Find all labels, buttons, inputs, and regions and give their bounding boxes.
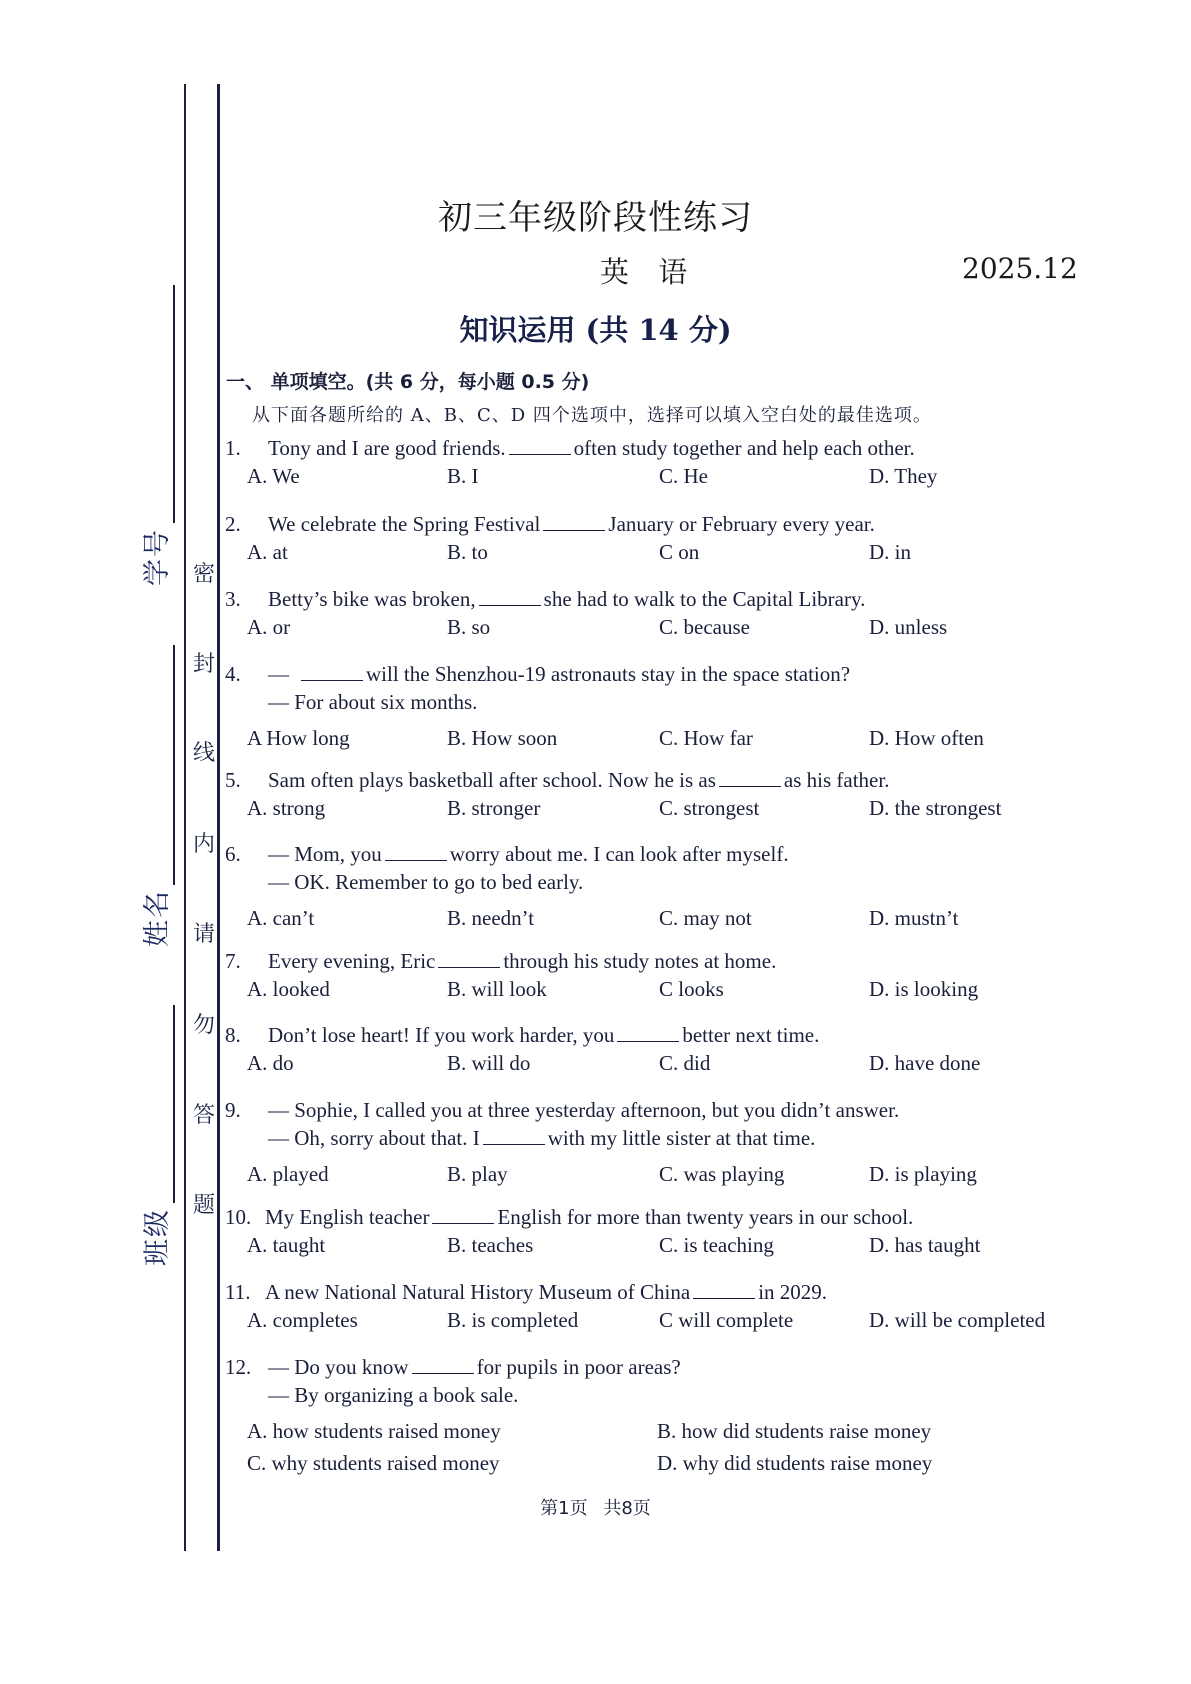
seal-char: 请 [192, 922, 215, 947]
question-text: through his study notes at home. [503, 949, 777, 973]
question-number: 9. [225, 1098, 241, 1122]
question-text: better next time. [682, 1023, 820, 1047]
question-number: 7. [225, 949, 241, 973]
option-a: A. can’t [247, 906, 315, 930]
option-b: B. How soon [447, 726, 558, 750]
option-c: C. why students raised money [247, 1451, 500, 1475]
question-text: often study together and help each other. [573, 436, 915, 460]
page-number: 第1页 共8页 [540, 1498, 651, 1519]
option-d: D. They [869, 464, 938, 488]
question-8 [225, 1021, 1105, 1077]
option-c: C. How far [659, 726, 753, 750]
option-a: A. how students raised money [247, 1419, 501, 1443]
name-underline [173, 645, 175, 885]
question-number: 10. [225, 1205, 252, 1229]
exam-date: 2025.12 [962, 252, 1078, 285]
option-b: B. how did students raise money [657, 1419, 932, 1443]
seal-char: 封 [192, 652, 215, 677]
seal-char: 答 [192, 1103, 215, 1128]
option-a: A How long [247, 726, 350, 750]
option-a: A. do [247, 1051, 294, 1075]
question-text: she had to walk to the Capital Library. [543, 587, 866, 611]
question-text: will the Shenzhou-19 astronauts stay in the space station? [366, 662, 851, 686]
answer-blank [385, 842, 447, 861]
option-d: D. has taught [869, 1233, 981, 1257]
option-a: A. looked [247, 977, 330, 1001]
option-b: B. play [447, 1162, 508, 1186]
question-number: 2. [225, 512, 241, 536]
question-text: English for more than twenty years in our school. [497, 1205, 914, 1229]
dialogue-reply: — Oh, sorry about that. I [268, 1126, 480, 1150]
option-d: D. unless [869, 615, 948, 639]
question-text: Every evening, Eric [268, 949, 436, 973]
question-number: 8. [225, 1023, 241, 1047]
question-text: A new National Natural History Museum of China [265, 1280, 691, 1304]
question-text: My English teacher [265, 1205, 430, 1229]
answer-blank [479, 587, 541, 606]
answer-blank [438, 949, 500, 968]
answer-blank [301, 662, 363, 681]
question-10 [225, 1203, 1105, 1259]
question-text: Tony and I are good friends. [268, 436, 506, 460]
question-number: 12. [225, 1355, 252, 1379]
option-a: A. We [247, 464, 300, 488]
question-text: in 2029. [758, 1280, 828, 1304]
dialogue-dash: — [268, 662, 289, 686]
question-text: Sam often plays basketball after school. Now he is as [268, 768, 716, 792]
question-6 [225, 840, 1105, 932]
option-a: A. taught [247, 1233, 326, 1257]
class-label: 班级 [142, 1208, 173, 1266]
option-d: D. the strongest [869, 796, 1002, 820]
option-a: A. at [247, 540, 288, 564]
dialogue-reply: — For about six months. [268, 690, 478, 714]
dialogue-reply: with my little sister at that time. [547, 1126, 816, 1150]
option-d: D. in [869, 540, 911, 564]
option-d: D. will be completed [869, 1308, 1046, 1332]
answer-blank [432, 1205, 494, 1224]
answer-blank [543, 512, 605, 531]
option-b: B. will do [447, 1051, 531, 1075]
option-a: A. or [247, 615, 291, 639]
answer-blank [617, 1023, 679, 1042]
question-9 [225, 1096, 1105, 1188]
exam-title: 初三年级阶段性练习 [438, 198, 753, 238]
question-7 [225, 947, 1105, 1003]
question-text: January or February every year. [608, 512, 875, 536]
question-number: 6. [225, 842, 241, 866]
seal-char: 勿 [192, 1013, 215, 1038]
option-d: D. have done [869, 1051, 981, 1075]
question-2 [225, 510, 1105, 566]
student-id-label: 学号 [142, 528, 173, 586]
question-text: as his father. [783, 768, 890, 792]
question-text: — Sophie, I called you at three yesterday afternoon, but you didn’t answer. [268, 1098, 900, 1122]
option-a: A. strong [247, 796, 326, 820]
option-b: B. needn’t [447, 906, 535, 930]
option-d: D. why did students raise money [657, 1451, 933, 1475]
option-c: C. did [659, 1051, 711, 1075]
option-c: C. He [659, 464, 708, 488]
answer-blank [412, 1355, 474, 1374]
option-b: B. so [447, 615, 491, 639]
question-number: 4. [225, 662, 241, 686]
subject-label: 英 语 [600, 255, 698, 289]
question-5 [225, 766, 1105, 822]
question-number: 11. [225, 1280, 251, 1304]
question-11 [225, 1278, 1105, 1334]
option-c: C. was playing [659, 1162, 785, 1186]
answer-blank [483, 1126, 545, 1145]
seal-char: 密 [192, 562, 215, 587]
question-number: 3. [225, 587, 241, 611]
option-a: A. played [247, 1162, 329, 1186]
option-c: C. is teaching [659, 1233, 774, 1257]
option-d: D. is looking [869, 977, 979, 1001]
binding-line-inner [217, 84, 220, 1551]
binding-line-outer [184, 84, 186, 1551]
question-number: 1. [225, 436, 241, 460]
option-c: C. because [659, 615, 750, 639]
option-d: D. mustn’t [869, 906, 959, 930]
question-text: worry about me. I can look after myself. [449, 842, 789, 866]
seal-char: 线 [192, 741, 215, 766]
option-c: C looks [659, 977, 724, 1001]
answer-blank [719, 768, 781, 787]
question-text: Don’t lose heart! If you work harder, you [268, 1023, 615, 1047]
section-instruction: 从下面各题所给的 A、B、C、D 四个选项中，选择可以填入空白处的最佳选项。 [252, 405, 932, 426]
answer-blank [509, 436, 571, 455]
seal-char: 题 [192, 1193, 215, 1218]
seal-char: 内 [192, 832, 215, 857]
section-heading: 一、 单项填空。(共 6 分，每小题 0.5 分) [226, 371, 590, 393]
question-text: Betty’s bike was broken, [268, 587, 476, 611]
dialogue-reply: — OK. Remember to go to bed early. [268, 870, 584, 894]
name-label: 姓名 [142, 889, 173, 947]
option-d: D. is playing [869, 1162, 977, 1186]
option-a: A. completes [247, 1308, 358, 1332]
question-4 [225, 660, 1105, 752]
class-underline [173, 1005, 175, 1203]
question-text: — Do you know [268, 1355, 409, 1379]
option-d: D. How often [869, 726, 984, 750]
option-c: C on [659, 540, 700, 564]
answer-blank [693, 1280, 755, 1299]
option-b: B. will look [447, 977, 547, 1001]
question-12 [225, 1353, 1105, 1481]
question-text: We celebrate the Spring Festival [268, 512, 541, 536]
option-b: B. to [447, 540, 488, 564]
question-1 [225, 434, 1105, 490]
option-c: C. strongest [659, 796, 760, 820]
question-text: for pupils in poor areas? [476, 1355, 681, 1379]
question-3 [225, 585, 1105, 641]
option-c: C will complete [659, 1308, 794, 1332]
option-b: B. is completed [447, 1308, 579, 1332]
option-b: B. stronger [447, 796, 541, 820]
option-c: C. may not [659, 906, 752, 930]
part-title: 知识运用 (共 14 分) [459, 313, 732, 347]
question-text: — Mom, you [268, 842, 382, 866]
dialogue-reply: — By organizing a book sale. [268, 1383, 519, 1407]
question-number: 5. [225, 768, 241, 792]
option-b: B. teaches [447, 1233, 534, 1257]
option-b: B. I [447, 464, 479, 488]
